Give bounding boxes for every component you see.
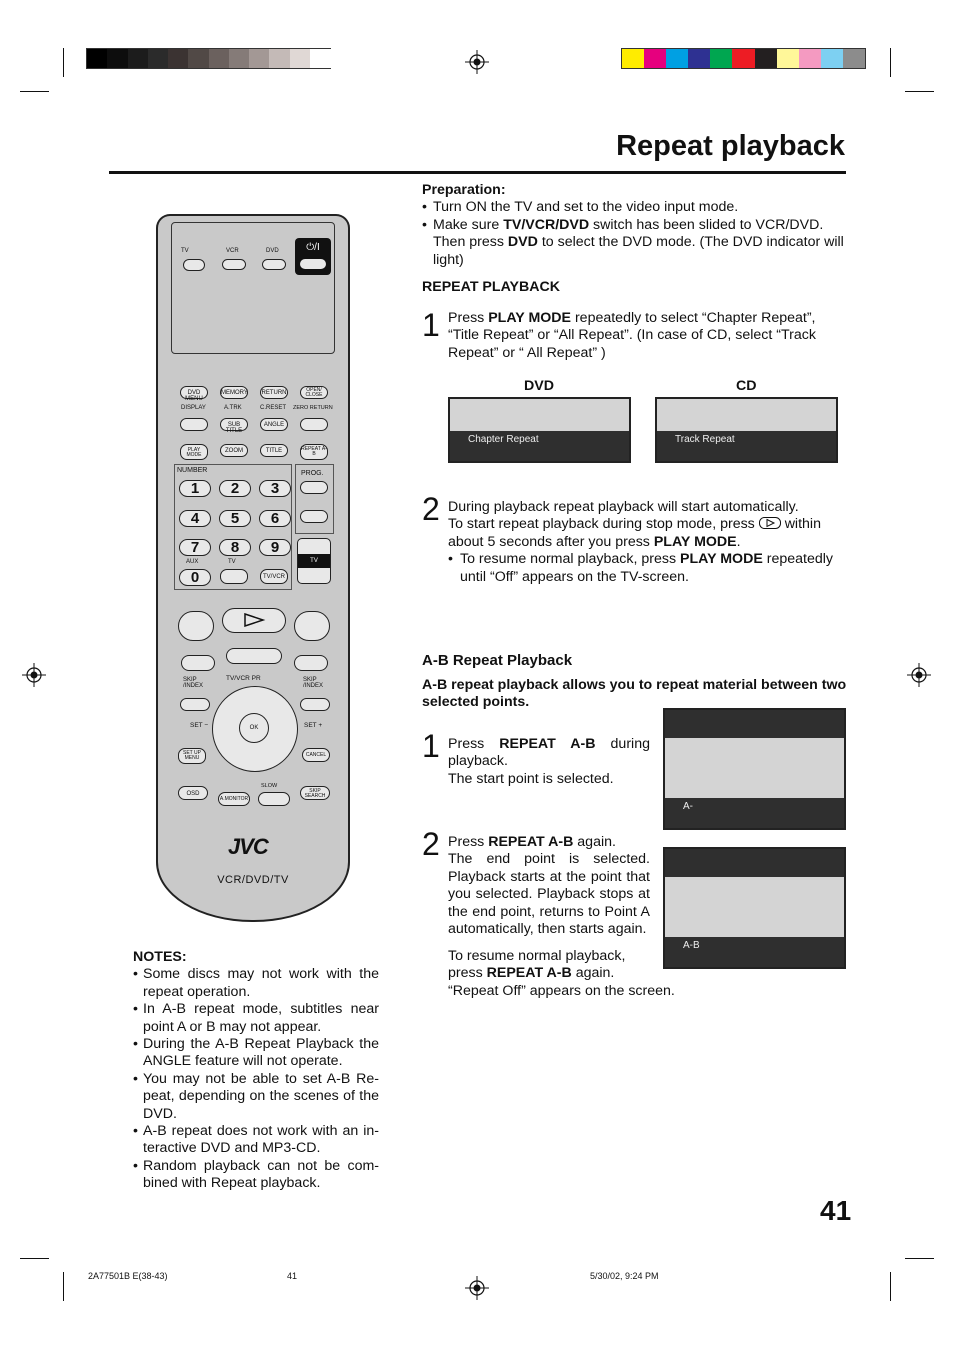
gray-swatch	[269, 49, 290, 68]
dvd-select-button[interactable]	[262, 259, 286, 270]
preparation-item: • Turn ON the TV and set to the video input mode.	[422, 199, 739, 216]
repeat-step2-text: During playback repeat playback will start automatically. To start repeat playback during stop mode, press within about 5 seconds after you press PLAY MODE. • To resume normal playback, press PLAY MODE repeatedly until “Off” appears on the TV-screen.	[448, 499, 833, 585]
pause-button[interactable]	[294, 655, 328, 671]
ok-button[interactable]: OK	[239, 713, 269, 743]
number-4-button[interactable]: 4	[179, 510, 211, 527]
remote-label: SKIP /INDEX	[303, 677, 324, 689]
remote-label: A.TRK	[224, 405, 242, 411]
number-1-button[interactable]: 1	[179, 480, 211, 497]
osd-button[interactable]: OSD	[178, 786, 208, 800]
number-9-button[interactable]: 9	[259, 539, 291, 556]
note-item: • Random playback can not be com-bined with Repeat playback.	[133, 1158, 379, 1193]
repeat-step1-text: Press PLAY MODE repeatedly to select “Chapter Repeat”, “Title Repeat” or “All Repeat”. (In case of CD, select “Track Repeat” or “ All Repeat” )	[448, 310, 816, 361]
crop-mark	[905, 91, 934, 92]
remote-label: TV	[228, 559, 236, 565]
gray-swatch	[148, 49, 169, 68]
footer-timestamp: 5/30/02, 9:24 PM	[590, 1271, 659, 1281]
preparation-heading: Preparation:	[422, 182, 506, 198]
number-6-button[interactable]: 6	[259, 510, 291, 527]
gray-swatch	[290, 49, 311, 68]
tv-select-button[interactable]	[183, 259, 205, 271]
gray-swatch	[128, 49, 149, 68]
dvd-screen	[448, 397, 631, 463]
play-button[interactable]	[222, 608, 286, 633]
crop-mark	[890, 1272, 891, 1301]
zero-return-button[interactable]	[300, 418, 328, 431]
screen-osd-bar: Track Repeat	[657, 431, 836, 461]
crop-mark	[63, 48, 64, 77]
remote-label: PROG.	[301, 470, 324, 477]
crop-mark	[20, 1258, 49, 1259]
vcr-select-button[interactable]	[222, 259, 246, 270]
gray-swatch	[209, 49, 230, 68]
gray-swatch	[188, 49, 209, 68]
remote-control	[156, 214, 350, 922]
page-title: Repeat playback	[616, 130, 845, 162]
slow-button[interactable]	[258, 792, 290, 806]
number-2-button[interactable]: 2	[219, 480, 251, 497]
remote-label: TV/VCR PR	[226, 675, 261, 682]
number-5-button[interactable]: 5	[219, 510, 251, 527]
number-7-button[interactable]: 7	[179, 539, 211, 556]
remote-label: SET −	[190, 722, 209, 729]
notes-heading: NOTES:	[133, 949, 187, 965]
registration-mark-icon	[465, 1276, 489, 1300]
remote-label: DVD	[266, 248, 279, 254]
screen-osd-bar: A-	[665, 798, 844, 828]
gray-swatch	[229, 49, 250, 68]
remote-label: TV	[181, 248, 189, 254]
color-swatch	[843, 49, 866, 68]
fast-forward-button[interactable]	[294, 611, 330, 641]
number-8-button[interactable]: 8	[219, 539, 251, 556]
navigation-pad[interactable]	[212, 686, 298, 772]
remote-label: SKIP /INDEX	[183, 677, 204, 689]
ab-resume-text: To resume normal playback, press REPEAT A-B again. “Repeat Off” appears on the screen.	[448, 948, 675, 999]
ab-step2-text: Press REPEAT A-B again. The end point is selected. Playback starts at the point that you selected. Playback stops at the end point, returns to Point A automatically, then starts again.	[448, 834, 650, 938]
note-item: • During the A-B Repeat Playback the ANGLE feature will not operate.	[133, 1036, 379, 1071]
stop-button[interactable]	[226, 648, 282, 664]
gray-swatch	[249, 49, 270, 68]
gray-swatch	[107, 49, 128, 68]
color-swatch	[688, 49, 711, 68]
gray-swatch	[87, 49, 108, 68]
color-swatch	[777, 49, 800, 68]
angle-button[interactable]: ANGLE	[260, 418, 288, 431]
ab-screen-1	[663, 708, 846, 830]
note-item: • You may not be able to set A-B Re-peat, depending on the scenes of the DVD.	[133, 1071, 379, 1123]
remote-label: VCR	[226, 248, 239, 254]
play-icon	[241, 613, 267, 627]
tv-vcr-button[interactable]: TV/VCR	[260, 569, 288, 584]
registration-mark-icon	[907, 663, 931, 687]
dvd-menu-button[interactable]: DVD MENU	[180, 386, 208, 399]
notes-section	[133, 949, 379, 1193]
crop-mark	[20, 91, 49, 92]
color-swatch	[755, 49, 778, 68]
remote-label: ZERO RETURN	[293, 405, 333, 411]
color-swatch	[710, 49, 733, 68]
step-number: 2	[422, 826, 440, 862]
setup-menu-button[interactable]: SET UP MENU	[178, 748, 206, 764]
preparation-item: • Make sure TV/VCR/DVD switch has been slided to VCR/DVD. Then press DVD to select the DVD mode. (The DVD indicator will light)	[422, 216, 844, 268]
gray-swatch	[310, 49, 331, 68]
prog-down-button[interactable]	[300, 510, 328, 523]
page-number: 41	[820, 1195, 852, 1226]
step-number: 2	[422, 491, 440, 527]
screen-osd-bar: Chapter Repeat	[450, 431, 629, 461]
dvd-label: DVD	[524, 378, 554, 394]
memory-button[interactable]: MEMORY	[220, 386, 248, 399]
return-button[interactable]: RETURN	[260, 386, 288, 399]
prog-up-button[interactable]	[300, 481, 328, 494]
step-number: 1	[422, 307, 440, 343]
registration-mark-icon	[465, 50, 489, 74]
footer-page: 41	[287, 1271, 298, 1281]
repeat-playback-heading: REPEAT PLAYBACK	[422, 279, 560, 295]
color-swatch	[666, 49, 689, 68]
color-swatch	[732, 49, 755, 68]
display-button[interactable]	[180, 418, 208, 431]
play-mode-button[interactable]: PLAY MODE	[180, 444, 208, 460]
a-monitor-button[interactable]: A.MONITOR	[218, 792, 250, 806]
preparation-section	[422, 182, 846, 269]
note-item: • A-B repeat does not work with an in-teractive DVD and MP3-CD.	[133, 1123, 379, 1158]
gray-swatch	[168, 49, 189, 68]
remote-label: DISPLAY	[181, 405, 206, 411]
registration-mark-icon	[22, 663, 46, 687]
crop-mark	[63, 1272, 64, 1301]
remote-label: SET +	[304, 722, 323, 729]
input-button[interactable]	[220, 569, 248, 584]
cancel-button[interactable]: CANCEL	[302, 748, 330, 762]
number-0-button[interactable]: 0	[179, 569, 211, 586]
color-swatch	[622, 49, 645, 68]
color-swatch	[799, 49, 822, 68]
crop-mark	[905, 1258, 934, 1259]
power-button[interactable]	[300, 259, 326, 269]
jvc-logo: JVC	[228, 834, 268, 859]
skip-forward-button[interactable]	[300, 698, 330, 711]
note-item: • Some discs may not work with the repeat operation.	[133, 966, 379, 1001]
power-panel	[295, 238, 331, 275]
color-swatch	[644, 49, 667, 68]
play-icon	[759, 517, 781, 529]
rewind-button[interactable]	[178, 611, 214, 641]
skip-back-button[interactable]	[180, 698, 210, 711]
repeat-ab-button[interactable]: REPEAT A-B	[300, 444, 328, 460]
subtitle-button[interactable]: SUB TITLE	[220, 418, 248, 431]
ab-repeat-heading: A-B Repeat Playback	[422, 652, 573, 669]
remote-label: SLOW	[261, 783, 278, 789]
cd-screen	[655, 397, 838, 463]
power-icon: ⏻/I	[306, 242, 320, 253]
record-button[interactable]	[181, 655, 215, 671]
open-close-button[interactable]: OPEN/ CLOSE	[300, 386, 328, 399]
remote-label: AUX	[186, 559, 199, 565]
color-calibration-bar	[621, 48, 866, 69]
crop-mark	[890, 48, 891, 77]
remote-label: C.RESET	[260, 405, 287, 411]
skip-search-button[interactable]: SKIP SEARCH	[300, 786, 330, 800]
volume-rocker[interactable]: TV	[297, 538, 331, 584]
title-button[interactable]: TITLE	[260, 444, 288, 457]
gray-calibration-bar	[86, 48, 331, 69]
screen-osd-bar: A-B	[665, 937, 844, 967]
ab-screen-2	[663, 847, 846, 969]
remote-model-label: VCR/DVD/TV	[217, 874, 289, 886]
remote-label: NUMBER	[177, 467, 208, 474]
ab-repeat-intro: A-B repeat playback allows you to repeat material between two selected points.	[422, 677, 847, 711]
footer-doc-code: 2A77501B E(38-43)	[88, 1271, 168, 1281]
title-rule	[109, 171, 846, 174]
zoom-button[interactable]: ZOOM	[220, 444, 248, 457]
note-item: • In A-B repeat mode, subtitles near point A or B may not appear.	[133, 1001, 379, 1036]
ab-step1-text: Press REPEAT A-B during playback. The start point is selected.	[448, 736, 650, 787]
color-swatch	[821, 49, 844, 68]
number-3-button[interactable]: 3	[259, 480, 291, 497]
cd-label: CD	[736, 378, 757, 394]
step-number: 1	[422, 728, 440, 764]
